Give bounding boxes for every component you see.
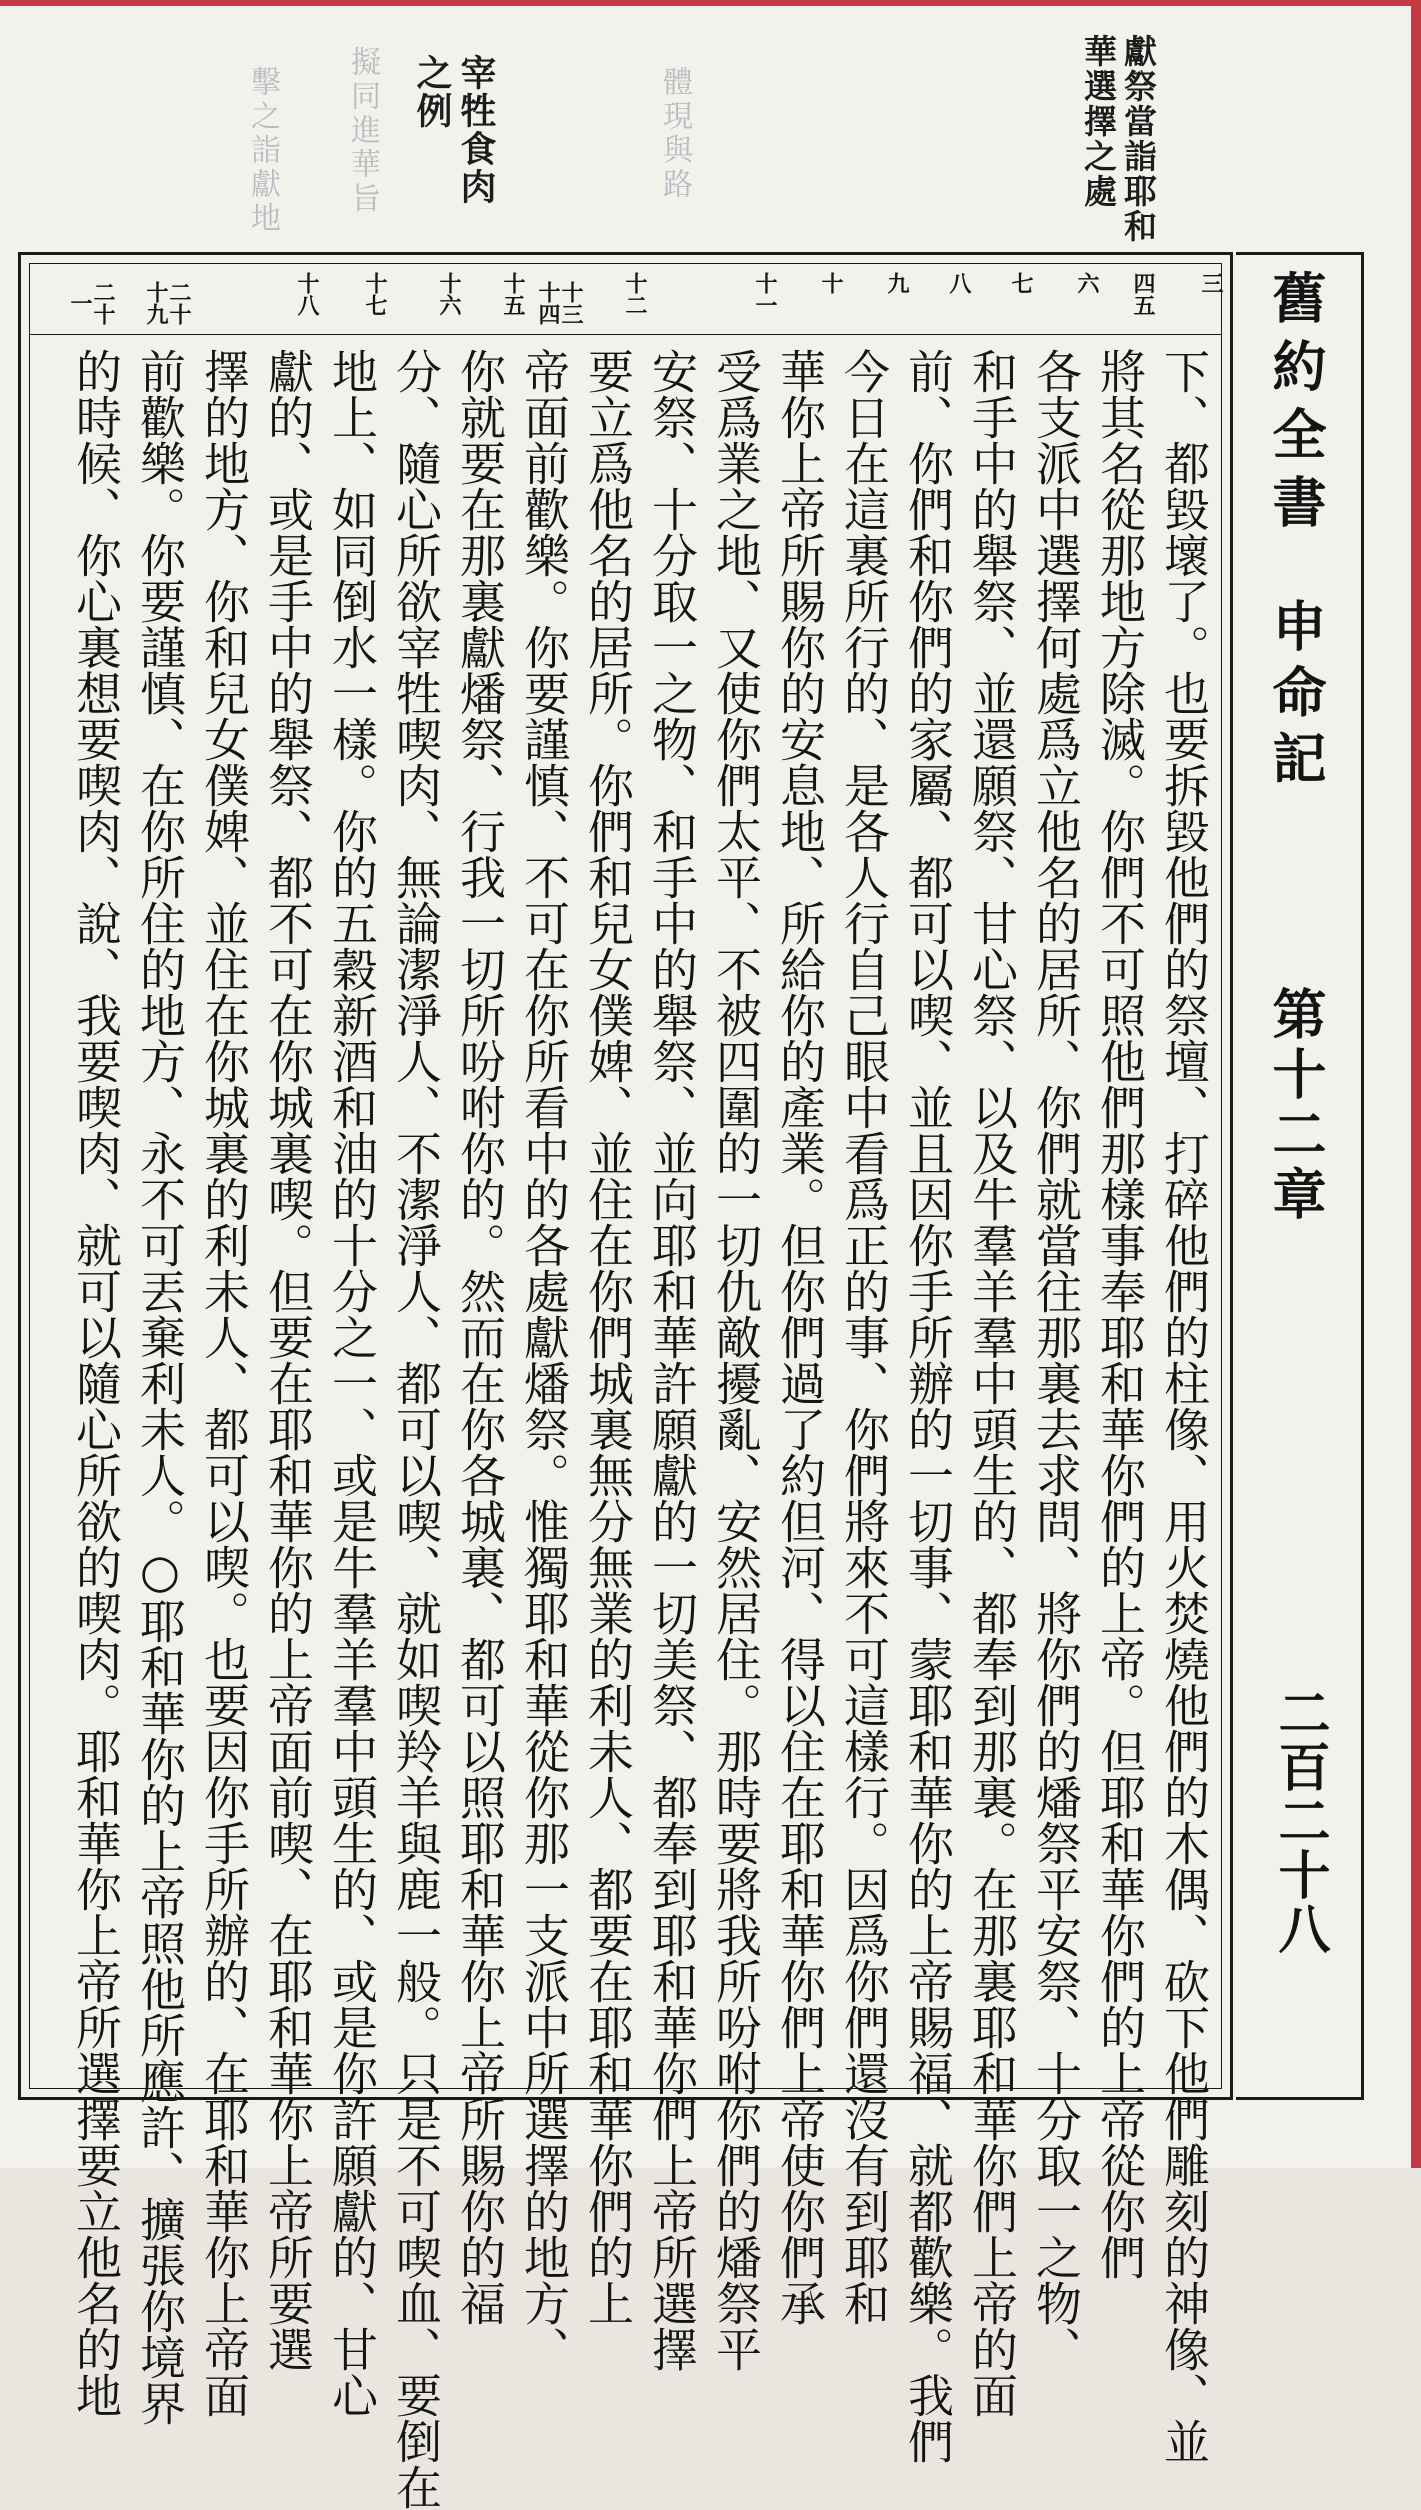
verse-number: 十二 <box>622 272 648 316</box>
text-column: 下、都毀壞了。也要拆毀他們的祭壇、打碎他們的柱像、用火焚燒他們的木偶、砍下他們雕刻的神像、並 <box>1157 348 1211 2464</box>
verse-number: 二十十九 <box>143 281 192 325</box>
text-frame-inner <box>29 263 1224 2510</box>
chapter-label: 第十二章 <box>1264 986 1328 1226</box>
verse-number-row <box>30 264 1224 335</box>
faint-note: 擬同進華旨 <box>345 46 380 216</box>
faint-note: 擊之詣獻地 <box>245 66 280 236</box>
text-column: 安祭、十分取一之物、和手中的舉祭、並向耶和華許願獻的一切美祭、都奉到耶和華你們上帝所選擇 <box>645 348 699 2372</box>
text-column: 分、隨心所欲宰牲喫肉、無論潔淨人、不潔淨人、都可以喫、就如喫羚羊與鹿一般。只是不可喫血、要倒在 <box>389 348 443 2510</box>
verse-number: 四五 <box>1130 272 1156 316</box>
verse-number: 十三十四 <box>535 281 584 325</box>
verse-number: 十五 <box>500 272 526 316</box>
text-column: 受爲業之地、又使你們太平、不被四圍的一切仇敵擾亂、安然居住。那時要將我所吩咐你們的燔祭平 <box>709 348 763 2372</box>
verse-number: 三 <box>1198 272 1224 294</box>
verse-number: 十六 <box>436 272 462 316</box>
verse-number: 二十一 <box>67 281 116 325</box>
text-column: 獻的、或是手中的舉祭、都不可在你城裏喫。但要在耶和華你的上帝面前喫、在耶和華你上帝所要選 <box>261 348 315 2372</box>
verse-number: 八 <box>946 272 972 294</box>
text-column: 要立爲他名的居所。你們和兒女僕婢、並住在你們城裏無分無業的利未人、都要在耶和華你們的上 <box>581 348 635 2326</box>
verse-number: 六 <box>1074 272 1100 294</box>
text-column: 帝面前歡樂。你要謹慎、不可在你所看中的各處獻燔祭。惟獨耶和華從你那一支派中所選擇的地方、 <box>517 348 571 2372</box>
faint-note: 體現與路 <box>657 66 692 202</box>
margin-note-slaughter: 宰牲食肉之例 <box>411 54 497 206</box>
text-column: 和手中的舉祭、並還願祭、甘心祭、以及牛羣羊羣中頭生的、都奉到那裏。在那裏耶和華你們上帝的面 <box>965 348 1019 2418</box>
text-column: 將其名從那地方除滅。你們不可照他們那樣事奉耶和華你們的上帝。但耶和華你們的上帝從你們 <box>1093 348 1147 2280</box>
verse-number: 十 <box>818 272 844 294</box>
text-column: 今日在這裏所行的、是各人行自己眼中看爲正的事、你們將來不可這樣行。因爲你們還沒有到耶和 <box>837 348 891 2326</box>
verse-number: 十七 <box>362 272 388 316</box>
verse-number: 十八 <box>294 272 320 316</box>
book-collection-title: 舊約全書 <box>1264 270 1328 542</box>
book-name: 申命記 <box>1264 598 1328 796</box>
text-column: 的時候、你心裏想要喫肉、說、我要喫肉、就可以隨心所欲的喫肉。耶和華你上帝所選擇要立他名的地 <box>69 348 123 2418</box>
verse-number: 九 <box>884 272 910 294</box>
text-frame <box>18 252 1233 2510</box>
text-column: 地上、如同倒水一樣。你的五穀新酒和油的十分之一、或是牛羣羊羣中頭生的、或是你許願獻的、甘心 <box>325 348 379 2418</box>
text-column: 各支派中選擇何處爲立他名的居所、你們就當往那裏去求問、將你們的燔祭平安祭、十分取一之物、 <box>1029 348 1083 2372</box>
text-column: 前歡樂。你要謹慎、在你所住的地方、永不可丟棄利未人。○耶和華你的上帝照他所應許、擴張你境界 <box>133 348 187 2426</box>
page-number: 二百二十八 <box>1269 1686 1330 1956</box>
text-column: 前、你們和你們的家屬、都可以喫、並且因你手所辦的一切事、蒙耶和華你的上帝賜福、就都歡樂。我們 <box>901 348 955 2464</box>
verse-number: 十一 <box>752 272 778 316</box>
text-column: 擇的地方、你和兒女僕婢、並住在你城裏的利未人、都可以喫。也要因你手所辦的、在耶和華你上帝面 <box>197 348 251 2418</box>
verse-number: 七 <box>1008 272 1034 294</box>
margin-note-offerings: 獻祭當詣耶和華選擇之處 <box>1079 34 1158 244</box>
text-column: 華你上帝所賜你的安息地、所給你的產業。但你們過了約但河、得以住在耶和華你們上帝使你們承 <box>773 348 827 2326</box>
text-column: 你就要在那裏獻燔祭、行我一切所吩咐你的。然而在你各城裏、都可以照耶和華你上帝所賜你的福 <box>453 348 507 2326</box>
